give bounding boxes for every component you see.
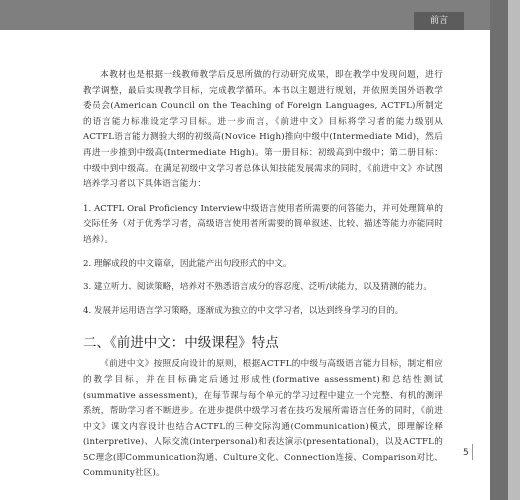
section-paragraph: 《前进中文》按照反向设计的原则，根据ACTFL的中级与高级语言能力目标，制定相应的教学目标，并在目标确定后通过形成性(formative assessment)和总结性测试(summative assessment)，在每节课与每个单元的学习过程中建立一个完整、有机的测评系统，帮助学习者不断进步。在进步提供中级学习者在技巧发展所需语言任务的同时，《前进中文》课文内容设计也结合ACTFL的三种交际沟通(Communication)模式，即理解诠释(interpretive)、人际交流(interpersonal)和表达演示(presentational)，以及ACTFL的5C理念(即Communication沟通、Culture文化、Connection连接、Comparison对比、Community社区)。 [83, 359, 443, 479]
side-margin-bar [490, 0, 520, 500]
section-tab: 前言 [414, 12, 464, 30]
page-number: 5 [463, 448, 469, 458]
goal-item-3: 3. 建立听力、阅读策略，培养对不熟悉语言成分的容忍度、泛听/读能力，以及猜测的能力。 [83, 282, 432, 293]
goal-item-4: 4. 发展并运用语言学习策略，逐渐成为独立的中文学习者，以达到终身学习的目的。 [83, 305, 404, 316]
section-heading: 二、《前进中文：中级课程》特点 [83, 335, 279, 352]
intro-paragraph: 本教材也是根据一线教师教学后反思所做的行动研究成果，即在教学中发现问题，进行教学调整，最后实现教学目标，完成教学循环。本书以主题进行规划，并依照美国外语教学委员会(American Council on the Teaching of Foreign Languages, ACTFL)所制定的语言能力标准设定学习目标。进一步而言，《前进中文》目标将学习者的能力级别从ACTFL语言能力测验大纲的初级高(Novice High)推向中级中(Intermediate Mid)，然后再进一步推到中级高(Intermediate High)。第一册目标：初级高到中级中；第二册目标：中级中到中级高。在满足初级中文学习者总体认知技能发展需求的同时，《前进中文》亦试图培养学习者以下具体语言能力： [83, 70, 443, 190]
goal-item-1: 1. ACTFL Oral Proficiency Interview中级语言使用者所需要的问答能力，并可处理简单的交际任务（对于优秀学习者，高级语言使用者所需要的简单叙述、比较、描述等能力亦能同时培养）。 [83, 203, 443, 245]
page-number-rule [472, 444, 473, 460]
side-margin-inner [490, 0, 508, 500]
page-content [83, 68, 443, 482]
header-bar [0, 0, 520, 30]
goal-item-2: 2. 理解成段的中文篇章，因此能产出句段形式的中文。 [83, 258, 292, 269]
